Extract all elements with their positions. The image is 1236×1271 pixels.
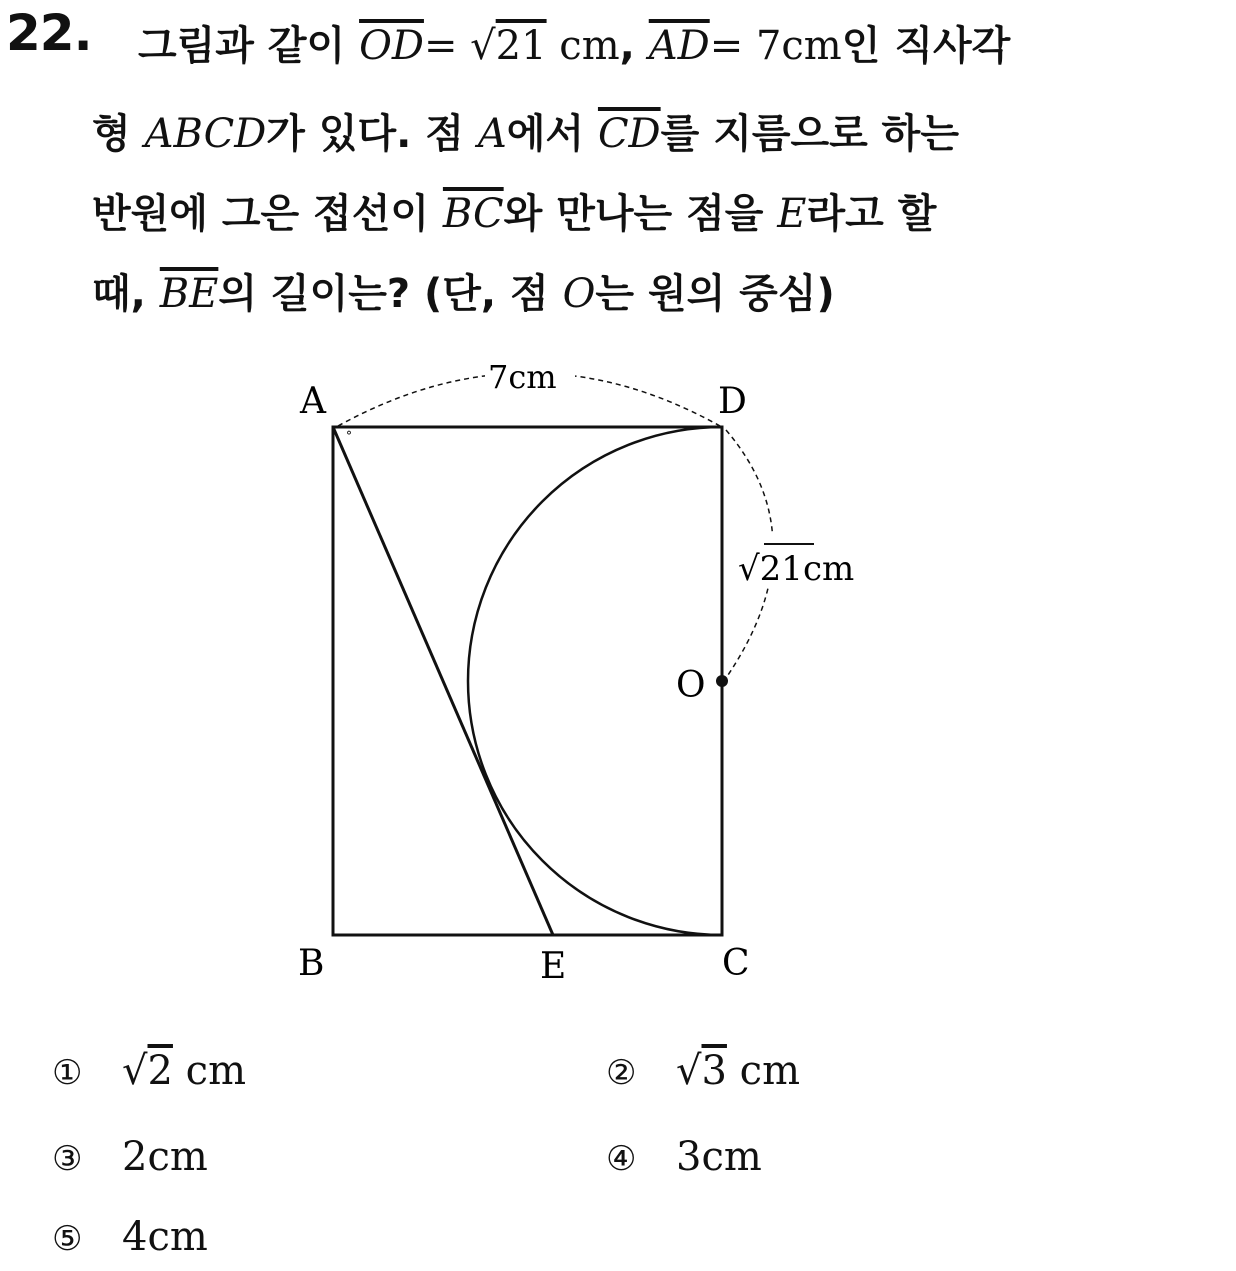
segment-ad: $\overline{AD}$ xyxy=(648,23,710,69)
text: 와 만나는 점을 xyxy=(503,191,778,237)
choice-value: 4cm xyxy=(122,1214,208,1260)
geometry-figure xyxy=(280,350,920,1000)
choice-number: ④ xyxy=(606,1139,637,1179)
segment-cd: $\overline{CD}$ xyxy=(597,111,661,157)
choice-number: ① xyxy=(52,1053,83,1093)
question-line-1 xyxy=(138,14,1010,71)
measure-od xyxy=(738,549,854,589)
sqrt-sign: √ xyxy=(122,1048,148,1094)
point-a: A xyxy=(477,111,507,157)
choice-number: ⑤ xyxy=(52,1219,83,1259)
point-o: O xyxy=(562,271,596,317)
label-b: B xyxy=(298,943,325,984)
label-c: C xyxy=(722,943,750,984)
sqrt-sign: √ xyxy=(738,549,760,589)
radicand: 3 xyxy=(701,1048,727,1094)
choice-value: 2cm xyxy=(122,1134,208,1180)
segment-be: $\overline{BE}$ xyxy=(159,271,219,317)
measure-ad: 7cm xyxy=(488,358,557,396)
text: 반원에 그은 접선이 xyxy=(92,191,443,237)
unit: cm xyxy=(546,23,620,69)
question-number: 22. xyxy=(6,4,92,62)
choice-value xyxy=(676,1048,800,1094)
unit: cm xyxy=(802,549,855,589)
right-angle-mark: ° xyxy=(346,429,352,443)
unit: cm xyxy=(726,1048,800,1094)
center-dot-o xyxy=(716,675,728,687)
equals: = xyxy=(423,23,471,69)
label-e: E xyxy=(540,946,567,987)
radicand: 2 xyxy=(147,1048,173,1094)
question-line-2 xyxy=(92,102,959,159)
point-e: E xyxy=(777,191,807,237)
tangent-line-ae xyxy=(333,427,553,935)
rectangle-abcd xyxy=(333,427,722,935)
choice-4[interactable] xyxy=(606,1134,762,1180)
choice-number: ③ xyxy=(52,1139,83,1179)
equals: = xyxy=(709,23,756,69)
radicand: 21 xyxy=(759,549,803,589)
question-line-3 xyxy=(92,182,936,239)
choice-value: 3cm xyxy=(676,1134,762,1180)
ad-value: 7 xyxy=(755,23,782,69)
choice-number: ② xyxy=(606,1053,637,1093)
separator: , xyxy=(619,23,649,69)
sqrt-sign: √ xyxy=(676,1048,702,1094)
text: 의 길이는? (단, 점 xyxy=(218,271,563,317)
text: 가 있다. 점 xyxy=(266,111,478,157)
label-o: O xyxy=(676,665,706,706)
choice-3[interactable] xyxy=(52,1134,208,1180)
text: 라고 할 xyxy=(806,191,937,237)
radicand: 21 xyxy=(495,23,547,69)
choice-value xyxy=(122,1048,246,1094)
sqrt-21 xyxy=(470,23,546,69)
segment-bc: $\overline{BC}$ xyxy=(442,191,504,237)
segment-od: $\overline{OD}$ xyxy=(359,23,424,69)
choice-1[interactable] xyxy=(52,1048,246,1094)
text: 형 xyxy=(92,111,145,157)
unit: cm xyxy=(172,1048,246,1094)
unit: cm xyxy=(781,23,842,69)
question-line-4 xyxy=(92,262,835,319)
text: 인 직사각 xyxy=(841,23,1011,69)
choice-5[interactable] xyxy=(52,1214,208,1260)
text: 는 원의 중심) xyxy=(595,271,835,317)
text: 를 지름으로 하는 xyxy=(660,111,959,157)
choice-2[interactable] xyxy=(606,1048,800,1094)
text: 그림과 같이 xyxy=(138,23,360,69)
label-a: A xyxy=(300,381,326,422)
text: 에서 xyxy=(506,111,598,157)
sqrt-sign: √ xyxy=(470,23,496,69)
rect-abcd: ABCD xyxy=(144,111,267,157)
label-d: D xyxy=(718,381,747,422)
text: 때, xyxy=(92,271,160,317)
